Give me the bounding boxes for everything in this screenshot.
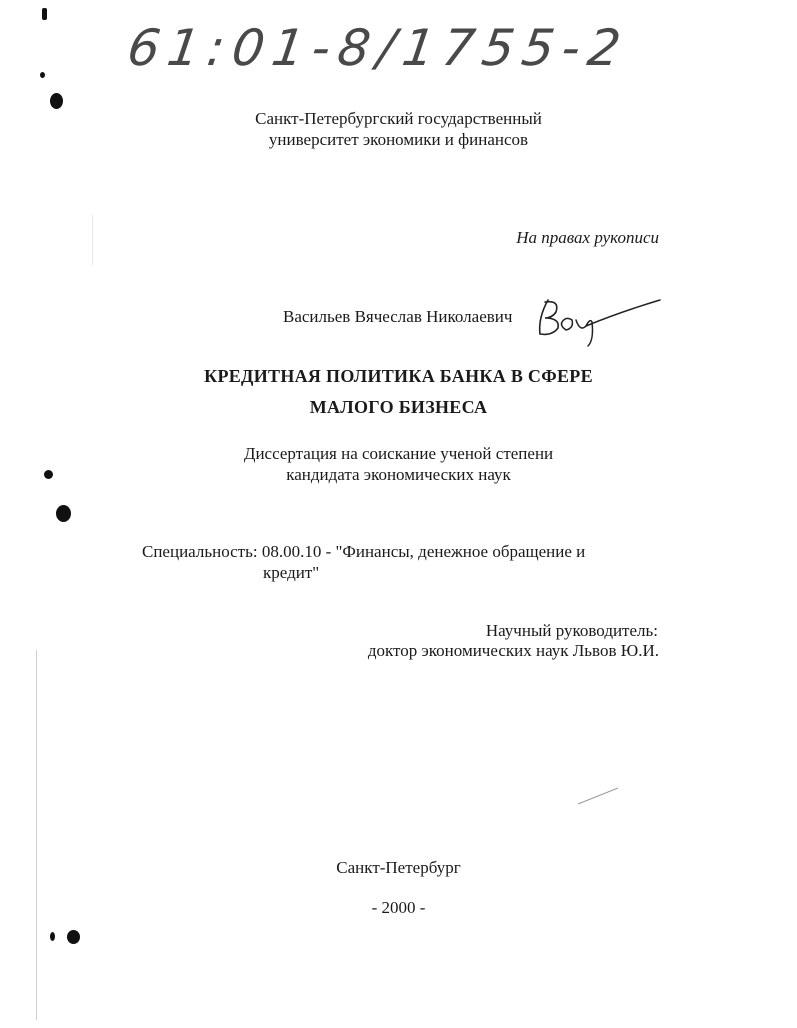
specialty-line-1: Специальность: 08.00.10 - "Финансы, денежное обращение и	[142, 542, 586, 561]
university-line-2: университет экономики и финансов	[268, 130, 529, 149]
year: - 2000 -	[371, 898, 426, 917]
university-line-1: Санкт-Петербургский государственный	[255, 109, 542, 128]
supervisor-name: доктор экономических наук Львов Ю.И.	[367, 641, 659, 660]
dissertation-title-line-1: КРЕДИТНАЯ ПОЛИТИКА БАНКА В СФЕРЕ	[204, 366, 593, 386]
degree-line-2: кандидата экономических наук	[286, 465, 511, 484]
degree-line-1: Диссертация на соискание ученой степени	[243, 444, 554, 463]
author-name: Васильев Вячеслав Николаевич	[283, 307, 513, 326]
manuscript-note: На правах рукописи	[516, 228, 659, 247]
city: Санкт-Петербург	[336, 858, 461, 877]
supervisor-label: Научный руководитель:	[485, 621, 658, 640]
archive-number: 61:01-8/1755-2	[123, 19, 632, 77]
dissertation-title-line-2: МАЛОГО БИЗНЕСА	[309, 397, 488, 417]
specialty-line-2: кредит"	[263, 563, 320, 582]
